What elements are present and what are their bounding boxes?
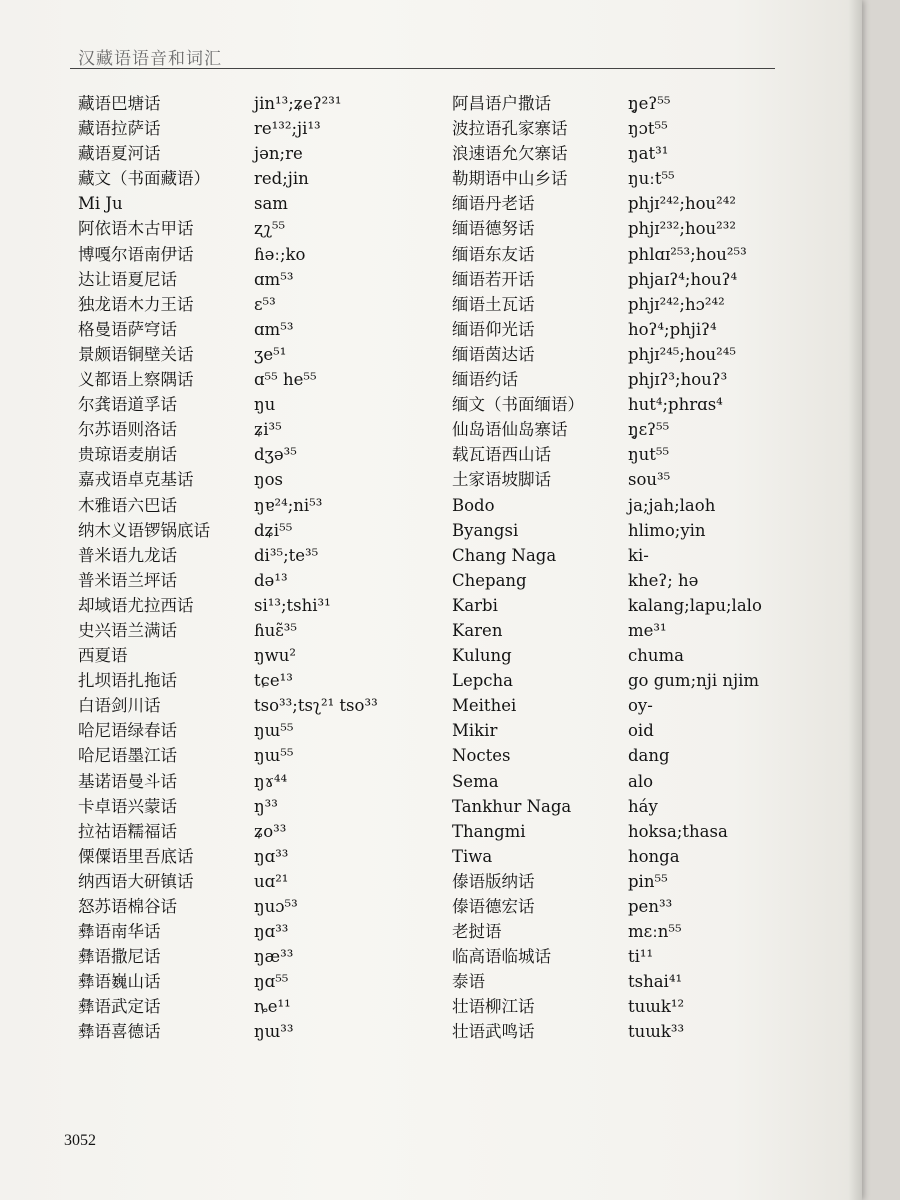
entry-row — [452, 944, 762, 969]
word-form: tɕe¹³ — [254, 671, 293, 691]
entry-row — [78, 643, 378, 668]
word-form: ʑi³⁵ — [254, 420, 282, 440]
word-form: ki- — [628, 545, 649, 565]
word-form: ŋɯ⁵⁵ — [254, 746, 294, 766]
word-form: kheʔ; hə — [628, 570, 699, 590]
language-name: 扎坝语扎拖话 — [78, 671, 177, 691]
word-form: ɛ⁵³ — [254, 294, 276, 314]
word-form: ŋos — [254, 470, 284, 490]
entry-row — [452, 693, 762, 718]
word-form: red;jin — [254, 169, 309, 189]
language-name: 藏语拉萨话 — [78, 119, 161, 139]
language-name: 壮语柳江话 — [452, 997, 535, 1017]
language-name: Byangsi — [452, 520, 519, 540]
language-name: 尔苏语则洛话 — [78, 420, 177, 440]
word-form: tso³³;tsʅ²¹ tso³³ — [254, 696, 378, 716]
word-form: ŋɔt⁵⁵ — [628, 119, 668, 139]
language-name: 彝语武定话 — [78, 997, 161, 1017]
language-name: 藏语夏河话 — [78, 144, 161, 164]
word-form: ŋu — [254, 395, 276, 415]
entry-row — [78, 593, 378, 618]
language-name: 彝语喜德话 — [78, 1022, 161, 1042]
word-form: go gum;nji njim — [628, 671, 760, 691]
language-name: 独龙语木力王话 — [78, 294, 194, 314]
language-name: 缅文（书面缅语） — [452, 395, 584, 415]
entry-row — [78, 618, 378, 643]
entry-row — [78, 467, 378, 492]
word-form: tshai⁴¹ — [628, 972, 683, 992]
entry-row — [78, 292, 378, 317]
language-name: Bodo — [452, 495, 495, 515]
word-form: phjɪ²⁴⁵;hou²⁴⁵ — [628, 344, 737, 364]
entry-row — [78, 794, 378, 819]
entry-row — [452, 267, 762, 292]
language-name: 老挝语 — [452, 922, 502, 942]
language-name: Thangmi — [452, 821, 526, 841]
word-form: ŋæ³³ — [254, 947, 294, 967]
entry-row — [452, 292, 762, 317]
word-form: pen³³ — [628, 897, 673, 916]
word-form: ʑo³³ — [254, 821, 287, 841]
language-name: 卡卓语兴蒙话 — [78, 796, 177, 816]
language-name: Chepang — [452, 570, 527, 590]
entry-row — [452, 769, 762, 794]
entry-row — [452, 568, 762, 593]
word-form: tuɯk¹² — [628, 997, 685, 1017]
word-form: ŋɑ³³ — [254, 922, 289, 942]
language-name: 却域语尤拉西话 — [78, 595, 194, 615]
language-name: 勒期语中山乡话 — [452, 169, 568, 189]
language-name: 西夏语 — [78, 646, 128, 666]
word-form: phjɪ²³²;hou²³² — [628, 219, 737, 239]
language-name: Karbi — [452, 595, 498, 615]
word-form: ŋɯ³³ — [254, 1022, 294, 1042]
entry-row — [452, 618, 762, 643]
entry-row — [452, 367, 762, 392]
entry-row — [452, 1019, 762, 1044]
running-head: 汉藏语语音和词汇 — [78, 49, 222, 69]
entry-row — [452, 191, 762, 216]
word-form: háy — [628, 796, 658, 816]
language-name: 藏语巴塘话 — [78, 94, 161, 113]
language-name: 格曼语萨穹话 — [78, 319, 177, 339]
entry-row — [78, 944, 378, 969]
word-form: ŋɑ⁵⁵ — [254, 972, 289, 992]
word-form: kalang;lapu;lalo — [628, 595, 762, 615]
entry-row — [78, 668, 378, 693]
language-name: 缅语东友话 — [452, 244, 535, 264]
language-name: 彝语巍山话 — [78, 972, 161, 992]
entry-row — [78, 543, 378, 568]
word-form: tuɯk³³ — [628, 1022, 685, 1042]
entry-row — [78, 518, 378, 543]
entry-row — [452, 493, 762, 518]
entry-row — [78, 994, 378, 1019]
language-name: 傈僳语里吾底话 — [78, 846, 194, 866]
entry-row — [78, 116, 378, 141]
entry-row — [78, 969, 378, 994]
language-name: Karen — [452, 620, 503, 640]
entry-row — [78, 417, 378, 442]
word-form: hut⁴;phrɑs⁴ — [628, 395, 723, 415]
entry-row — [452, 317, 762, 342]
language-name: 浪速语允欠寨话 — [452, 144, 568, 164]
language-name: Tiwa — [452, 846, 493, 866]
entry-row — [78, 317, 378, 342]
entry-row — [452, 593, 762, 618]
language-name: 土家语坡脚话 — [452, 470, 551, 490]
language-name: 泰语 — [452, 972, 485, 992]
word-form: ŋɤ⁴⁴ — [254, 771, 288, 791]
word-form: phjɪʔ³;houʔ³ — [628, 370, 728, 390]
entry-row — [452, 242, 762, 267]
entry-row — [78, 392, 378, 417]
word-form: chuma — [628, 646, 684, 666]
word-form: ɦuɛ̃³⁵ — [254, 620, 298, 640]
page-spine-shadow — [848, 0, 862, 1200]
language-name: 普米语九龙话 — [78, 545, 177, 565]
entry-row — [78, 367, 378, 392]
entry-row — [78, 718, 378, 743]
word-form: me³¹ — [628, 620, 667, 640]
language-name: 纳木义语锣锅底话 — [78, 520, 210, 540]
word-form: ŋuːt⁵⁵ — [628, 169, 675, 189]
word-form: ŋut⁵⁵ — [628, 445, 670, 465]
entry-row — [78, 743, 378, 768]
entry-row — [78, 342, 378, 367]
entry-row — [452, 442, 762, 467]
word-form: uɑ²¹ — [254, 871, 289, 891]
entry-row — [78, 91, 378, 116]
language-name: 仙岛语仙岛寨话 — [452, 420, 568, 440]
entry-row — [452, 643, 762, 668]
entry-row — [452, 718, 762, 743]
entry-row — [78, 216, 378, 241]
language-name: 哈尼语绿春话 — [78, 721, 177, 741]
word-form: ɑm⁵³ — [254, 269, 294, 289]
language-name: 缅语丹老话 — [452, 194, 535, 214]
word-form: oid — [628, 721, 654, 741]
language-name: 达让语夏尼话 — [78, 269, 177, 289]
word-form: phjɪ²⁴²;hɔ²⁴² — [628, 294, 725, 314]
language-name: 缅语土瓦话 — [452, 294, 535, 314]
word-form: ŋ̥eʔ⁵⁵ — [628, 94, 671, 113]
entry-row — [78, 141, 378, 166]
entry-row — [78, 1019, 378, 1044]
entry-row — [78, 166, 378, 191]
entry-row — [452, 392, 762, 417]
header-rule — [70, 68, 775, 69]
language-name: 木雅语六巴话 — [78, 495, 177, 515]
language-name: 傣语德宏话 — [452, 897, 535, 916]
word-form: ŋɑ³³ — [254, 846, 289, 866]
entry-row — [452, 116, 762, 141]
word-form: ti¹¹ — [628, 947, 654, 967]
language-name: 傣语版纳话 — [452, 871, 535, 891]
entry-row — [78, 844, 378, 869]
page-number: 3052 — [64, 1132, 96, 1149]
word-form: si¹³;tshi³¹ — [254, 595, 331, 615]
language-name: 缅语德努话 — [452, 219, 535, 239]
language-name: 嘉戎语卓克基话 — [78, 470, 194, 490]
word-form: mɛːn⁵⁵ — [628, 922, 682, 942]
language-name: 阿昌语户撒话 — [452, 94, 551, 113]
entry-row — [452, 668, 762, 693]
entry-row — [452, 518, 762, 543]
entry-row — [452, 91, 762, 116]
word-form: ŋwu² — [254, 646, 296, 666]
entry-row — [452, 467, 762, 492]
language-name: 纳西语大研镇话 — [78, 871, 194, 891]
entry-row — [452, 794, 762, 819]
word-form: ja;jah;laoh — [628, 495, 716, 515]
word-form: pin⁵⁵ — [628, 871, 668, 891]
word-form: ŋɯ⁵⁵ — [254, 721, 294, 741]
word-form: hlimo;yin — [628, 520, 706, 540]
language-name: 壮语武鸣话 — [452, 1022, 535, 1042]
language-name: Sema — [452, 771, 499, 791]
entry-row — [452, 894, 762, 919]
entry-row — [452, 819, 762, 844]
language-name: 藏文（书面藏语） — [78, 169, 210, 189]
word-form: phjaɪʔ⁴;houʔ⁴ — [628, 269, 738, 289]
entry-row — [78, 442, 378, 467]
language-name: 博嘎尔语南伊话 — [78, 244, 194, 264]
word-form: ɑ⁵⁵ he⁵⁵ — [254, 370, 317, 390]
language-name: 史兴语兰满话 — [78, 620, 177, 640]
entry-row — [452, 919, 762, 944]
language-name: 景颇语铜壁关话 — [78, 344, 194, 364]
language-name: 彝语撒尼话 — [78, 947, 161, 967]
language-name: 波拉语孔家寨话 — [452, 119, 568, 139]
entry-row — [452, 141, 762, 166]
entry-row — [78, 919, 378, 944]
word-form: dʑi⁵⁵ — [254, 520, 293, 540]
entry-row — [78, 267, 378, 292]
entry-row — [452, 994, 762, 1019]
word-form: sou³⁵ — [628, 470, 671, 490]
entry-row — [78, 819, 378, 844]
language-name: 拉祜语糯福话 — [78, 821, 177, 841]
language-name: Lepcha — [452, 671, 513, 691]
word-form: ŋuɔ⁵³ — [254, 897, 298, 916]
word-form: phjɪ²⁴²;hou²⁴² — [628, 194, 737, 214]
word-form: jən;re — [254, 144, 303, 164]
language-name: 贵琼语麦崩话 — [78, 445, 177, 465]
entry-row — [78, 693, 378, 718]
entry-row — [452, 342, 762, 367]
entry-row — [78, 242, 378, 267]
entry-row — [78, 869, 378, 894]
word-form: oy- — [628, 696, 653, 716]
language-name: 白语剑川话 — [78, 696, 161, 716]
language-name: 缅语约话 — [452, 370, 518, 390]
language-name: Chang Naga — [452, 545, 557, 565]
word-form: ȵe¹¹ — [254, 997, 291, 1017]
entry-row — [78, 894, 378, 919]
word-form: ɦəː;ko — [254, 244, 306, 264]
entry-row — [452, 869, 762, 894]
word-form: ŋ³³ — [254, 796, 278, 816]
entry-row — [78, 769, 378, 794]
language-name: 义都语上察隅话 — [78, 370, 194, 390]
language-name: 载瓦语西山话 — [452, 445, 551, 465]
language-name: 彝语南华话 — [78, 922, 161, 942]
entry-row — [452, 543, 762, 568]
word-form: alo — [628, 771, 654, 791]
word-form: sam — [254, 194, 288, 214]
language-name: 怒苏语棉谷话 — [78, 897, 177, 916]
left-word-list — [78, 91, 378, 1045]
language-name: 缅语若开话 — [452, 269, 535, 289]
word-form: ŋat³¹ — [628, 144, 669, 164]
word-form: ʒe⁵¹ — [254, 344, 287, 364]
word-form: ʐʅ⁵⁵ — [254, 219, 286, 239]
language-name: 尔龚语道孚话 — [78, 395, 177, 415]
word-form: di³⁵;te³⁵ — [254, 545, 319, 565]
word-form: honga — [628, 846, 680, 866]
language-name: 阿依语木古甲话 — [78, 219, 194, 239]
language-name: 临高语临城话 — [452, 947, 551, 967]
language-name: Meithei — [452, 696, 517, 716]
language-name: Mikir — [452, 721, 498, 741]
language-name: 缅语仰光话 — [452, 319, 535, 339]
language-name: 哈尼语墨江话 — [78, 746, 177, 766]
entry-row — [452, 743, 762, 768]
entry-row — [452, 969, 762, 994]
word-form: dang — [628, 746, 670, 766]
word-form: ɑm⁵³ — [254, 319, 294, 339]
language-name: Kulung — [452, 646, 512, 666]
word-form: dʒə³⁵ — [254, 445, 297, 465]
language-name: 基诺语曼斗话 — [78, 771, 177, 791]
word-form: phlɑɪ²⁵³;hou²⁵³ — [628, 244, 747, 264]
right-word-list — [452, 91, 762, 1045]
language-name: 普米语兰坪话 — [78, 570, 177, 590]
entry-row — [452, 844, 762, 869]
entry-row — [78, 493, 378, 518]
language-name: Mi Ju — [78, 194, 123, 214]
word-form: ŋ̥ɛʔ⁵⁵ — [628, 420, 670, 440]
entry-row — [78, 568, 378, 593]
language-name: Noctes — [452, 746, 511, 766]
entry-row — [452, 166, 762, 191]
word-form: ŋɐ²⁴;ni⁵³ — [254, 495, 323, 515]
entry-row — [78, 191, 378, 216]
entry-row — [452, 216, 762, 241]
word-form: jin¹³;ʑeʔ²³¹ — [254, 94, 342, 113]
language-name: Tankhur Naga — [452, 796, 572, 816]
word-form: də¹³ — [254, 570, 288, 590]
word-form: hoʔ⁴;phjiʔ⁴ — [628, 319, 717, 339]
language-name: 缅语茵达话 — [452, 344, 535, 364]
entry-row — [452, 417, 762, 442]
word-form: hoksa;thasa — [628, 821, 728, 841]
word-form: re¹³²;ji¹³ — [254, 119, 321, 139]
